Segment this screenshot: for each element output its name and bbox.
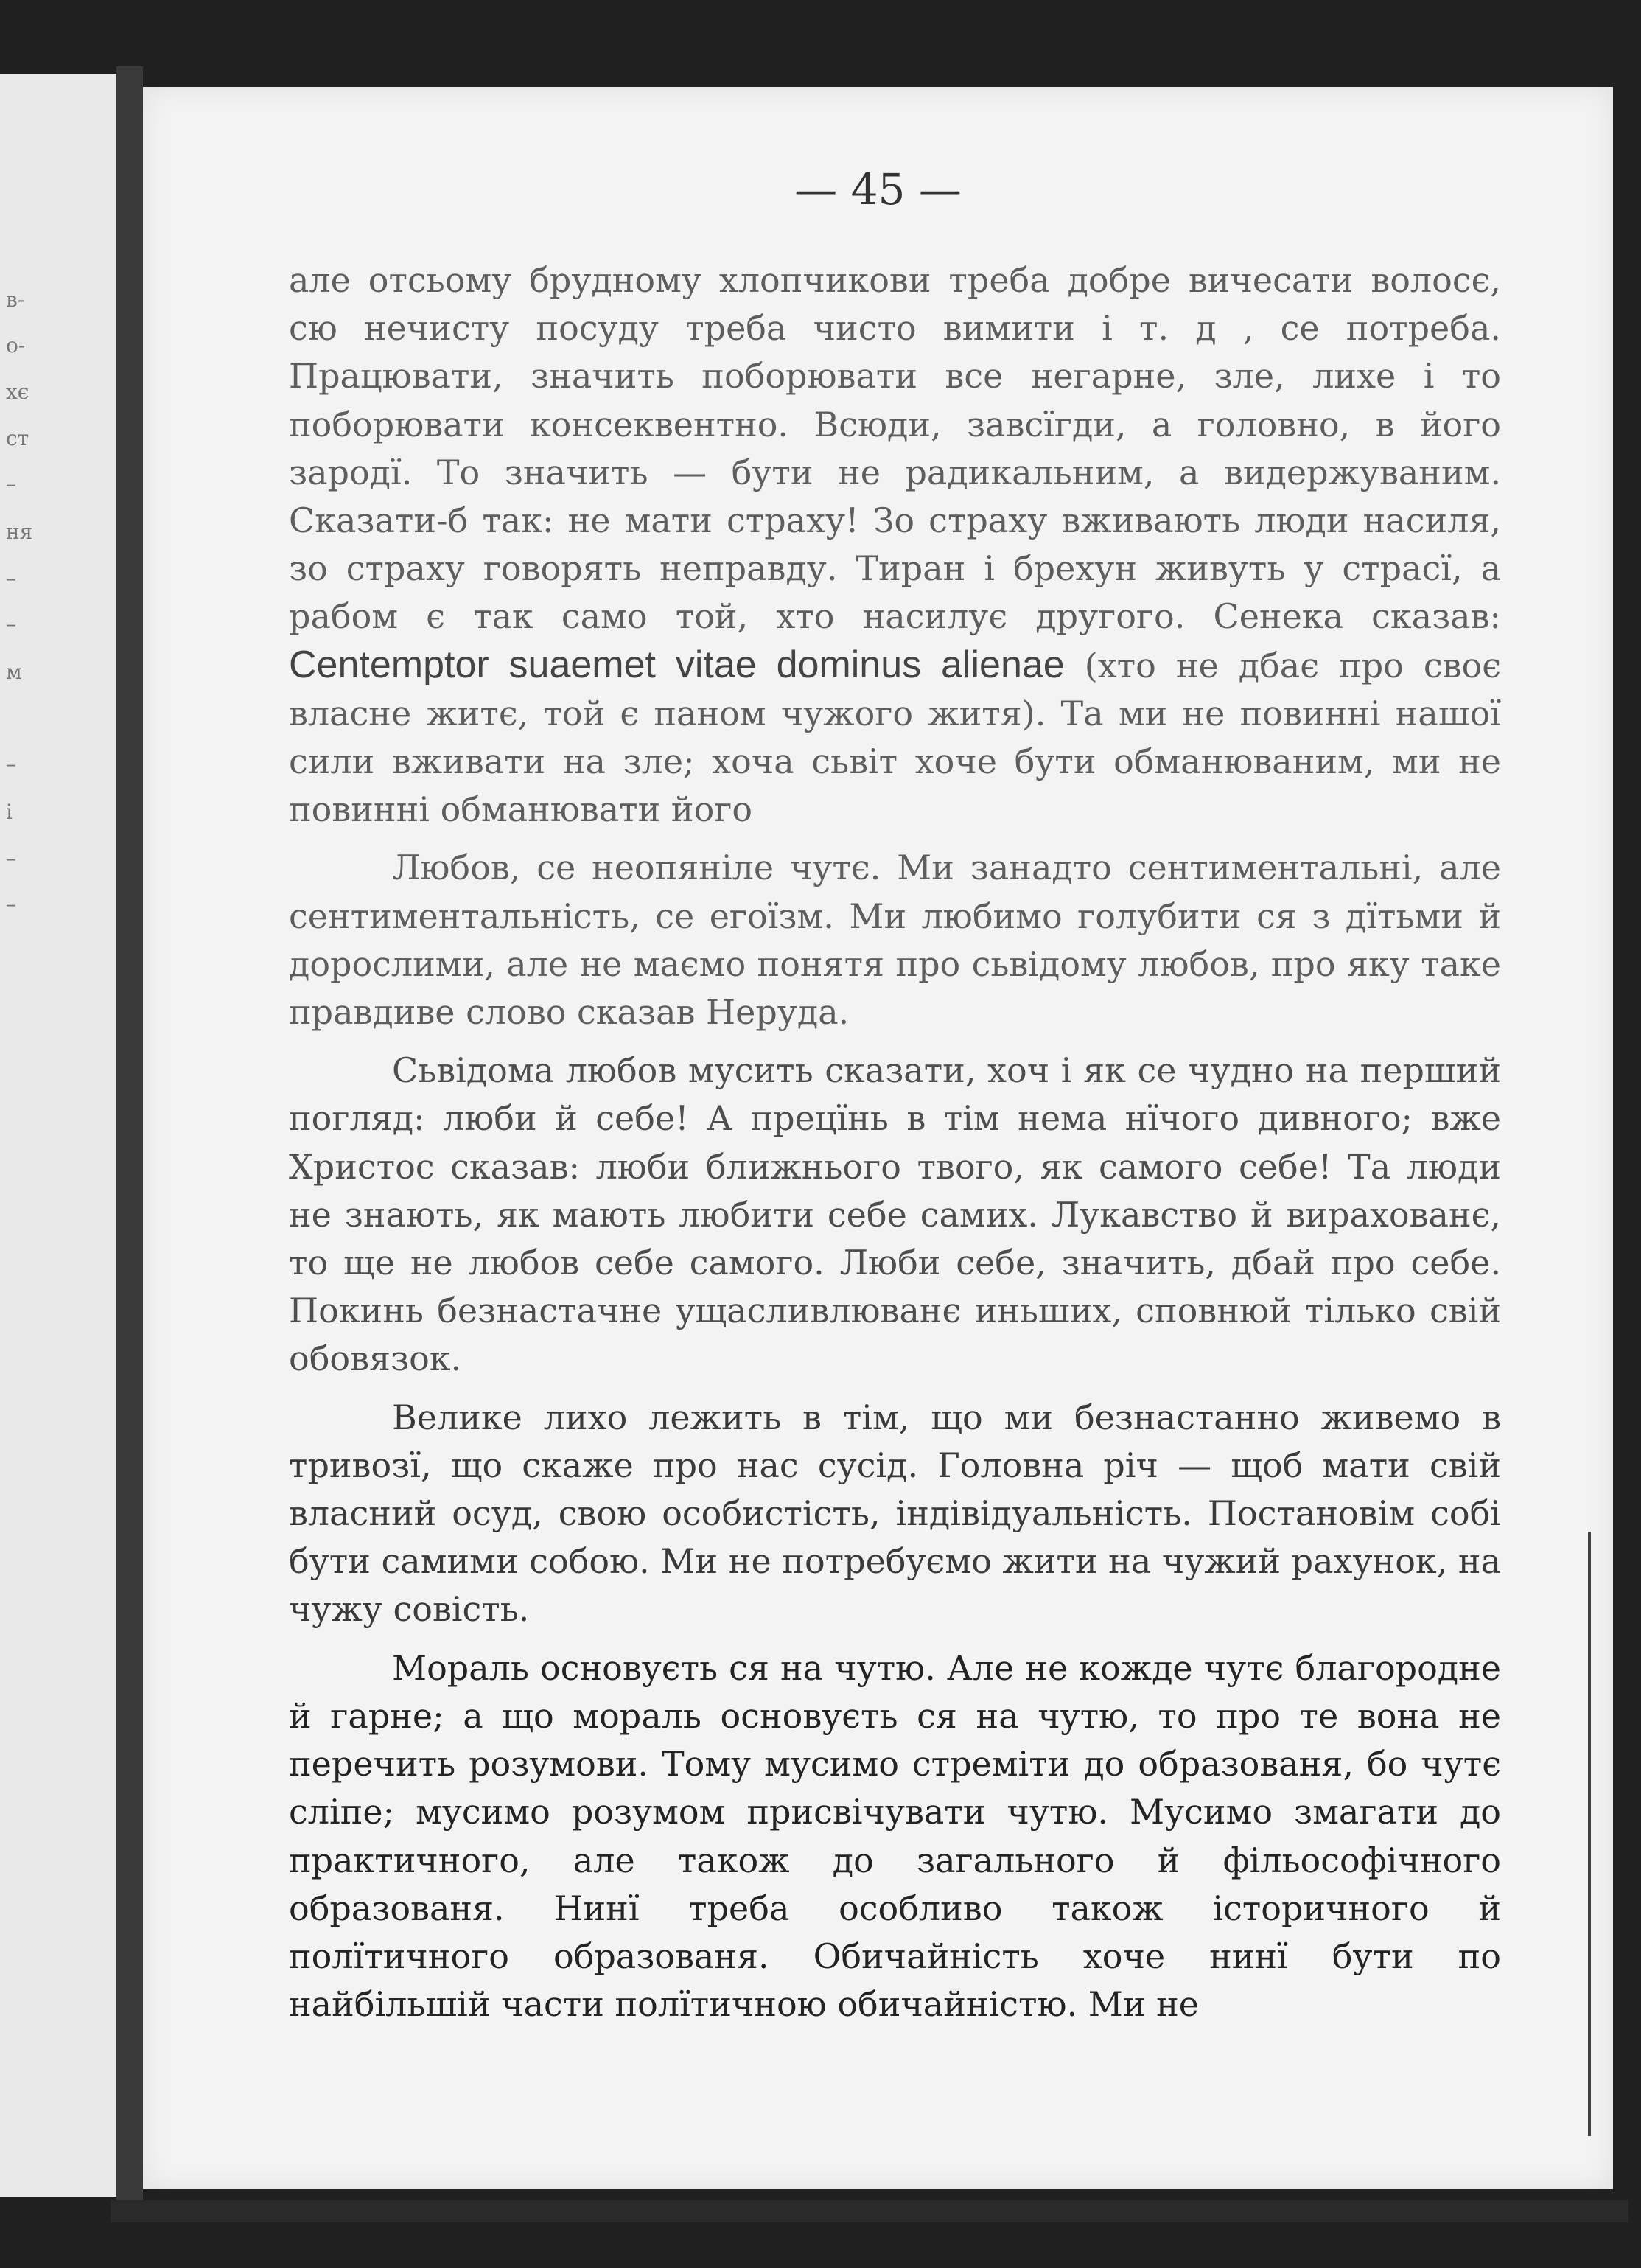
prev-page-fragment: – xyxy=(6,892,16,916)
prev-page-fragment: хє xyxy=(6,380,29,404)
bottom-frame xyxy=(111,2200,1628,2222)
prev-page-fragment: в- xyxy=(6,287,25,312)
paragraph-text: (хто не дбає про своє власне житє, той є паном чужого житя). Та ми не повинні нашої сили вживати на зле; хоча сьвіт хоче бути обманюваним, ми не повинні обманювати його xyxy=(289,645,1502,830)
prev-page-fragment: – xyxy=(6,566,16,590)
prev-page-fragment: – xyxy=(6,846,16,870)
prev-page-fragment: ня xyxy=(6,520,33,544)
page-number: — 45 — xyxy=(794,164,962,214)
latin-quote: Centemptor suaemet vitae dominus alienae xyxy=(289,643,1065,686)
prev-page-fragment: – xyxy=(6,752,16,776)
prev-page-fragment: – xyxy=(6,612,16,636)
previous-page-edge xyxy=(0,74,116,2197)
paragraph xyxy=(289,257,1501,834)
prev-page-fragment: – xyxy=(6,472,16,496)
prev-page-fragment: і xyxy=(6,800,13,824)
book-page xyxy=(143,87,1613,2189)
page-body xyxy=(289,257,1501,2028)
paragraph: Велике лихо лежить в тім, що ми безнастанно живемо в тривозї, що скаже про нас сусід. Головна річ — щоб мати свій власний осуд, свою особистість, індівідуальність. Постановім собі бути самими собою. Ми не потребуємо жити на чужий рахунок, на чужу совість. xyxy=(289,1397,1501,1630)
paragraph: Мораль основуєть ся на чутю. Але не кожде чутє благородне й гарне; а що мораль основуєть ся на чутю, то про те вона не перечить розумови. Тому мусимо стреміти до образованя, бо чутє сліпе; мусимо розумом присвічувати чутю. Мусимо змагати до практичного, але також до загального й фільософічного образованя. Нинї треба особливо також історичного й полїтичного образованя. Обичайність хоче нинї бути по найбільшій части полїтичною обичайністю. Ми не xyxy=(289,1647,1501,2025)
book-spine xyxy=(116,66,143,2204)
paragraph: Сьвідома любов мусить сказати, хоч і як се чудно на перший погляд: люби й себе! А прецїнь в тім нема нїчого дивного; вже Христос сказав: люби ближнього твого, як самого себе! Та люди не знають, як мають любити себе самих. Лукавство й вирахованє, то ще не любов себе самого. Люби себе, значить, дбай про себе. Покинь безнастачне ущасливлюванє иньших, сповнюй тілько свій обовязок. xyxy=(289,1050,1501,1379)
prev-page-fragment: м xyxy=(6,660,22,684)
paragraph: Любов, се неопяніле чутє. Ми занадто сентиментальні, але сентиментальність, се егоїзм. Ми любимо голубити ся з дїтьми й дорослими, але не маємо понятя про сьвідому любов, про яку таке правдиве слово сказав Неруда. xyxy=(289,848,1501,1033)
prev-page-fragment: ст xyxy=(6,426,29,450)
prev-page-fragment: о- xyxy=(6,333,26,357)
paragraph-text: але отсьому брудному хлопчикови треба добре вичесати волосє, сю нечисту посуду треба чисто вимити і т. д , се потреба. Працювати, значить поборювати все негарне, зле, лихе і то поборювати консеквентно. Всюди, завсїгди, а головно, в його зародї. То значить — бути не радикальним, а видержуваним. Сказати-б так: не мати страху! Зо страху вживають люди насиля, зо страху говорять неправду. Тиран і брехун живуть у страсї, а рабом є так само той, хто насилує другого. Сенека сказав: xyxy=(289,260,1501,637)
page-edge-line xyxy=(1588,1532,1591,2136)
